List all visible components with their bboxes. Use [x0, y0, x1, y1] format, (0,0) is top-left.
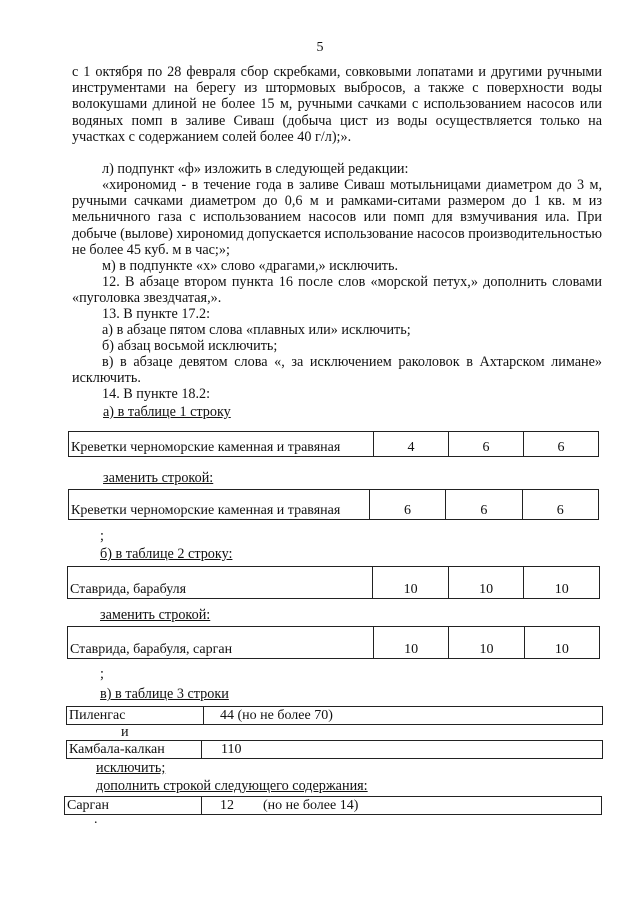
table-2-new-row: [67, 626, 600, 659]
paragraph-subitem-m: м) в подпункте «х» слово «драгами,» исключить.: [102, 258, 399, 274]
table-cell-value: 10: [448, 567, 524, 599]
page-number: 5: [316, 40, 324, 55]
paragraph-chironomid: «хирономид - в течение года в заливе Сиваш мотыльницами диаметром до 3 м, ручными сачками диаметром до 0,6 м и рамками-ситами размером до 1 кв. м из мельничного газа с использованием насосов или помп для взмучивания ила. При добыче (вылове) хирономид допускается использование насосов производительностью не более 45 куб. м в час;»;: [72, 177, 602, 258]
table-cell-value: 110: [221, 742, 242, 757]
replace-label-2: заменить строкой:: [100, 607, 211, 623]
end-dot: .: [94, 812, 98, 827]
table-cell-value: 4: [374, 432, 449, 457]
intro-table-2: б) в таблице 2 строку:: [100, 546, 233, 562]
table-cell-value: 6: [449, 432, 524, 457]
add-intro: дополнить строкой следующего содержания:: [96, 778, 368, 794]
table-cell-name: Пиленгас: [67, 707, 204, 724]
table-cell-value: 6: [522, 490, 598, 520]
table-1-old-row: [68, 431, 599, 457]
table-cell-value: 6: [369, 490, 445, 520]
table-cell-name: Камбала-калкан: [67, 741, 202, 758]
table-3-row-pilengas: [66, 706, 603, 725]
table-cell-value: 12: [220, 798, 234, 813]
table-cell-value: 10: [373, 627, 448, 659]
table-cell-value: 10: [524, 627, 599, 659]
semicolon-2: ;: [100, 666, 104, 682]
table-cell-value: 10: [449, 627, 524, 659]
paragraph-sivash-collection: с 1 октября по 28 февраля сбор скребками, совковыми лопатами и другими ручными инструментами на берегу из штормовых выбросов, а также с поверхности воды волокушами длиной не более 15 м, ручными сачками с использованием насосов или водяных помп в заливе Сиваш (добыча цист из воды осуществляется только на участках с содержанием солей более 40 г/л);».: [72, 64, 602, 145]
conjunction-and: и: [121, 724, 129, 740]
paragraph-subitem-l: л) подпункт «ф» изложить в следующей редакции:: [102, 161, 409, 177]
table-cell-name: Креветки черноморские каменная и травяная: [69, 490, 370, 520]
paragraph-item-13-v: в) в абзаце девятом слова «, за исключением раколовок в Ахтарском лимане» исключить.: [72, 354, 602, 387]
paragraph-item-12: 12. В абзаце втором пункта 16 после слов «морской петух,» дополнить словами «пуголовка звездчатая,».: [72, 274, 602, 307]
table-cell-value: 44 (но не более 70): [220, 708, 333, 723]
table-cell-value: 6: [446, 490, 522, 520]
table-cell-name: Сарган: [65, 797, 202, 814]
table-3-row-kambala: [66, 740, 603, 759]
table-cell-name: Ставрида, барабуля: [68, 567, 373, 599]
table-cell-note: (но не более 14): [263, 798, 359, 813]
table-1-new-row: [68, 489, 599, 520]
paragraph-item-13-b: б) абзац восьмой исключить;: [102, 338, 278, 354]
paragraph-item-14: 14. В пункте 18.2:: [102, 386, 211, 402]
exclude-label: исключить;: [96, 760, 166, 776]
table-cell-value: 6: [524, 432, 599, 457]
replace-label-1: заменить строкой:: [103, 470, 214, 486]
paragraph-item-13-a: а) в абзаце пятом слова «плавных или» исключить;: [102, 322, 411, 338]
table-cell-value: 10: [524, 567, 600, 599]
paragraph-item-13: 13. В пункте 17.2:: [102, 306, 211, 322]
table-2-old-row: [67, 566, 600, 599]
intro-table-1: а) в таблице 1 строку: [103, 404, 231, 420]
table-3-new-row-sargan: [64, 796, 602, 815]
table-cell-name: Креветки черноморские каменная и травяная: [69, 432, 374, 457]
semicolon-1: ;: [100, 528, 104, 544]
table-cell-value: 10: [373, 567, 449, 599]
table-cell-name: Ставрида, барабуля, сарган: [68, 627, 374, 659]
intro-table-3: в) в таблице 3 строки: [100, 686, 229, 702]
